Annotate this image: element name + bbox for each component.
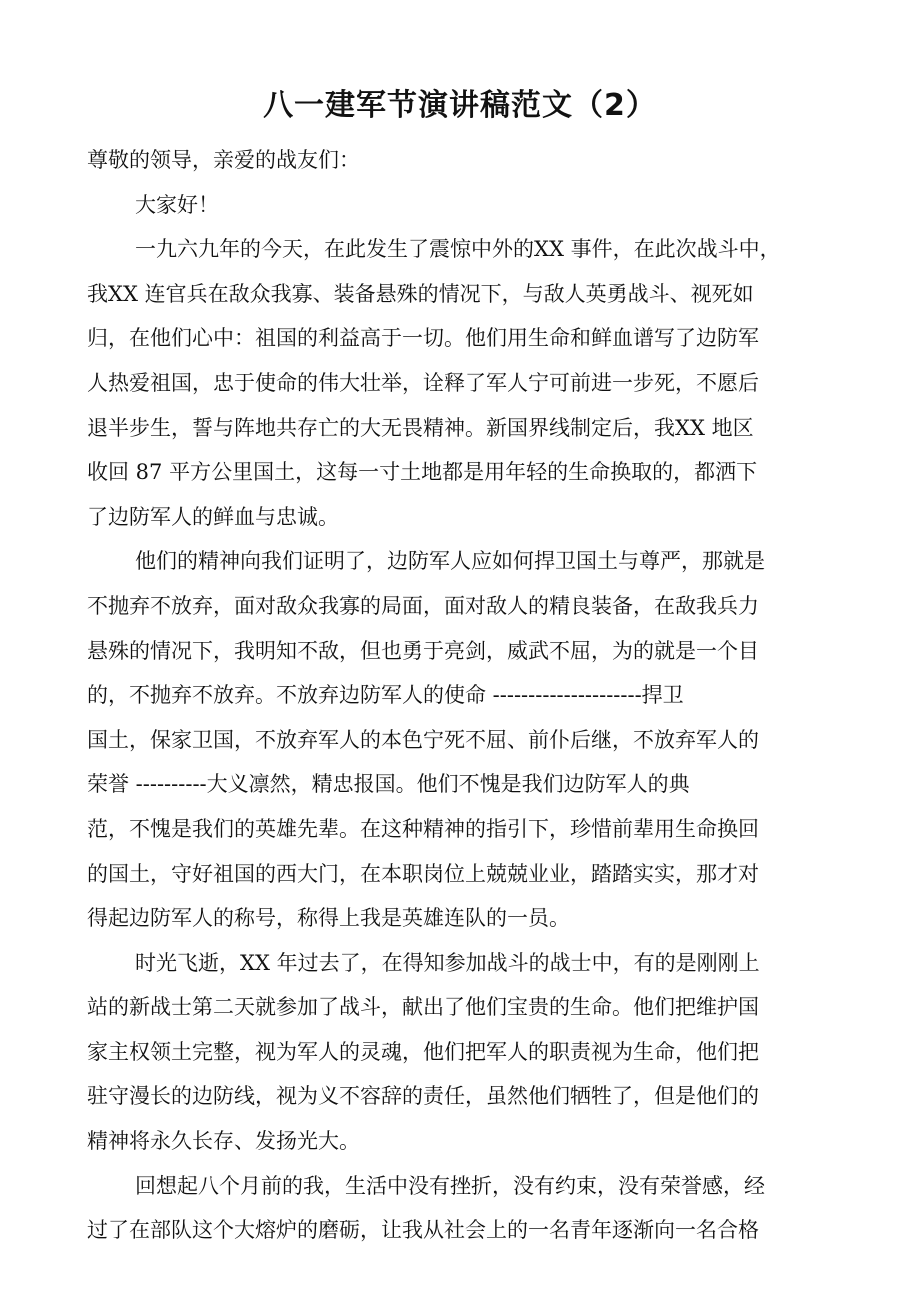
paragraph-line: 的国土，守好祖国的西大门，在本职岗位上兢兢业业，踏踏实实，那才对	[87, 861, 759, 886]
paragraph-line: 荣誉 ----------大义凛然，精忠报国。他们不愧是我们边防军人的典	[87, 772, 690, 797]
salutation: 尊敬的领导，亲爱的战友们：	[87, 148, 360, 172]
paragraph-line: 精神将永久长存、发扬光大。	[87, 1129, 360, 1154]
paragraph-line: 站的新战士第二天就参加了战斗，献出了他们宝贵的生命。他们把维护国	[87, 995, 759, 1020]
paragraph-2	[87, 539, 847, 940]
paragraph-3	[87, 941, 847, 1164]
paragraph-line: 不抛弃不放弃，面对敌众我寡的局面，面对敌人的精良装备，在敌我兵力	[87, 593, 759, 618]
paragraph-line: 一九六九年的今天，在此发生了震惊中外的XX 事件，在此次战斗中，	[135, 237, 781, 262]
paragraph-line: 我XX 连官兵在敌众我寡、装备悬殊的情况下，与敌人英勇战斗、视死如	[87, 281, 754, 306]
paragraph-1	[87, 227, 847, 539]
paragraph-line: 他们的精神向我们证明了，边防军人应如何捍卫国土与尊严，那就是	[135, 549, 765, 574]
paragraph-line: 时光飞逝，XX 年过去了，在得知参加战斗的战士中，有的是刚刚上	[135, 950, 760, 975]
paragraph-line: 收回 87 平方公里国土，这每一寸土地都是用年轻的生命换取的，都洒下	[87, 460, 758, 485]
document-body	[87, 138, 847, 1253]
paragraph-line: 退半步生，誓与阵地共存亡的大无畏精神。新国界线制定后，我XX 地区	[87, 415, 754, 440]
paragraph-line: 国土，保家卫国，不放弃军人的本色宁死不屈、前仆后继，不放弃军人的	[87, 727, 759, 752]
greeting: 大家好！	[135, 192, 219, 217]
paragraph-line: 范，不愧是我们的英雄先辈。在这种精神的指引下，珍惜前辈用生命换回	[87, 816, 759, 841]
paragraph-line: 得起边防军人的称号，称得上我是英雄连队的一员。	[87, 906, 570, 931]
paragraph-line: 归，在他们心中：祖国的利益高于一切。他们用生命和鲜血谱写了边防军	[87, 326, 759, 351]
paragraph-line: 家主权领土完整，视为军人的灵魂，他们把军人的职责视为生命，他们把	[87, 1039, 759, 1064]
paragraph-line: 回想起八个月前的我，生活中没有挫折，没有约束，没有荣誉感，经	[135, 1173, 765, 1198]
document-title: 八一建军节演讲稿范文（2）	[263, 88, 657, 123]
paragraph-4	[87, 1164, 847, 1253]
paragraph-line: 人热爱祖国，忠于使命的伟大壮举，诠释了军人宁可前进一步死，不愿后	[87, 370, 759, 395]
paragraph-line: 驻守漫长的边防线，视为义不容辞的责任，虽然他们牺牲了，但是他们的	[87, 1084, 759, 1109]
paragraph-line: 了边防军人的鲜血与忠诚。	[87, 504, 339, 529]
paragraph-line: 悬殊的情况下，我明知不敌，但也勇于亮剑，威武不屈，为的就是一个目	[87, 638, 759, 663]
paragraph-line: 过了在部队这个大熔炉的磨砺，让我从社会上的一名青年逐渐向一名合格	[87, 1218, 759, 1243]
paragraph-line: 的，不抛弃不放弃。不放弃边防军人的使命 ---------------------捍卫	[87, 683, 684, 708]
